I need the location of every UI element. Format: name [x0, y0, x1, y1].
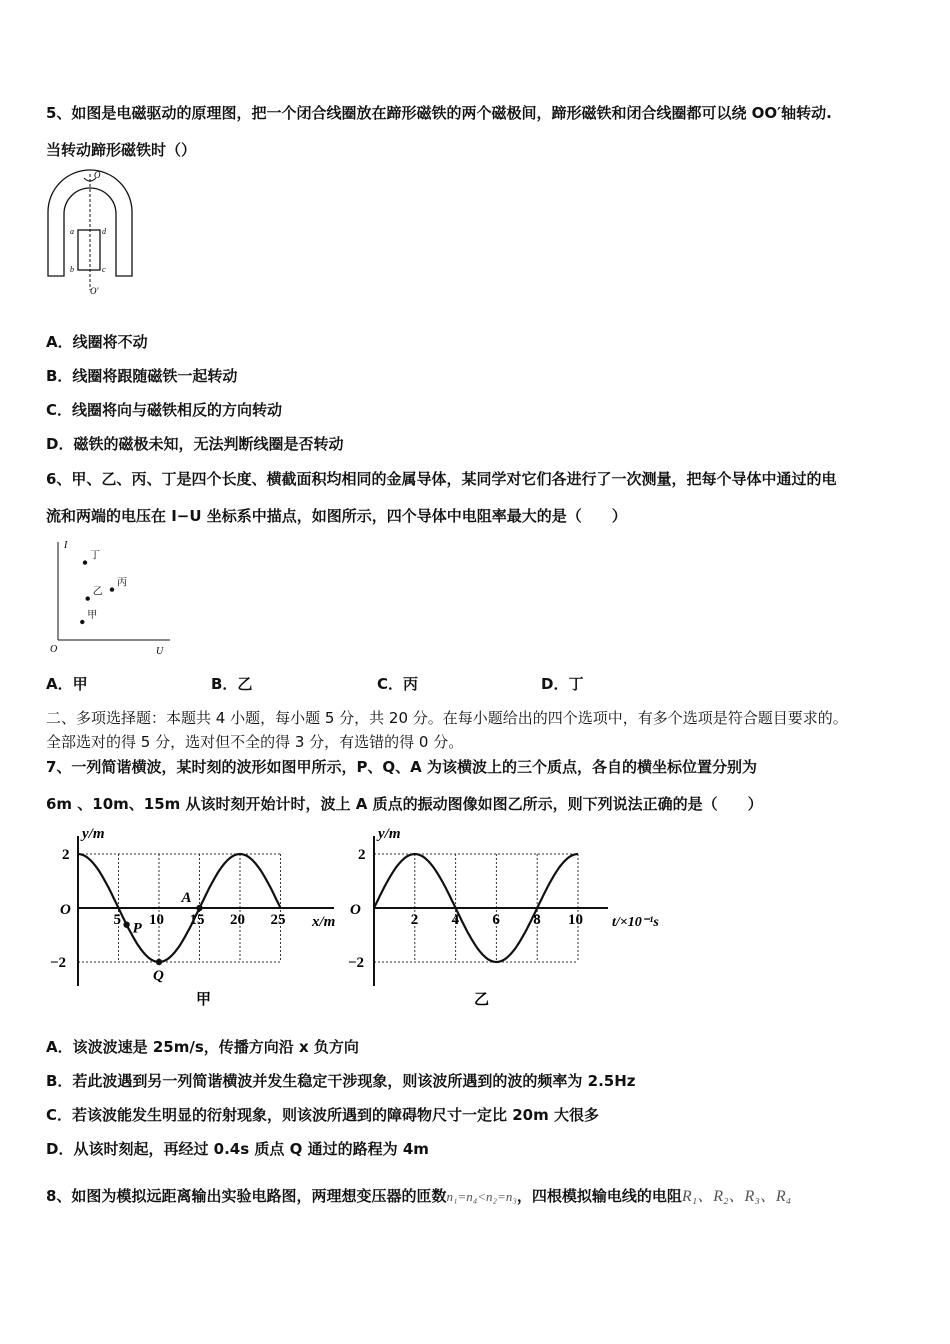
axis-label-i: I — [64, 540, 68, 551]
q6-option-b: B．乙 — [211, 675, 253, 693]
fig-a-point-Q — [156, 959, 162, 965]
horseshoe-magnet-figure — [40, 168, 140, 300]
iu-point-4 — [80, 620, 84, 624]
label-o: O — [94, 170, 101, 180]
label-c: c — [102, 265, 106, 274]
vibration-graph-yi — [346, 826, 696, 1012]
fig-a-point-A — [196, 905, 202, 911]
label-b: b — [70, 265, 74, 274]
section2-line1: 二、多项选择题：本题共 4 小题，每小题 5 分，共 20 分。在每小题给出的四个选项中，有多个选项是符合题目要求的。 — [46, 709, 848, 727]
origin-label: O — [50, 644, 58, 655]
fig-a-xtick-5: 25 — [270, 912, 286, 928]
fig-b-y-label: y/m — [378, 826, 401, 842]
fig-a-origin: O — [60, 902, 71, 918]
fig-a-xtick-1: 5 — [113, 912, 121, 928]
fig-b-ytick-top: 2 — [358, 847, 366, 863]
q7-stem-line1: 7、一列简谐横波，某时刻的波形如图甲所示，P、Q、A 为该横波上的三个质点，各自的横坐标位置分别为 — [46, 758, 758, 776]
q7-option-d: D．从该时刻起，再经过 0.4s 质点 Q 通过的路程为 4m — [46, 1140, 429, 1158]
fig-a-xtick-2: 10 — [149, 912, 164, 928]
iu-point-1 — [83, 560, 87, 564]
q8-stem — [46, 1186, 791, 1207]
fig-b-x-label: t/×10⁻¹s — [612, 915, 659, 930]
q6-stem-line2: 流和两端的电压在 I−U 坐标系中描点，如图所示，四个导体中电阻率最大的是（ ） — [46, 507, 627, 525]
i-u-graph — [44, 536, 184, 660]
q5-option-d: D．磁铁的磁极未知，无法判断线圈是否转动 — [46, 435, 344, 453]
iu-point-3 — [86, 596, 90, 600]
q8-turns-formula: n₁=n₄<n₂=n₃ — [446, 1189, 517, 1204]
q6-stem-line1: 6、甲、乙、丙、丁是四个长度、横截面积均相同的金属导体，某同学对它们各进行了一次测量，把每个导体中通过的电 — [46, 470, 837, 488]
fig-a-caption: 甲 — [196, 990, 212, 1008]
fig-b-xtick-2: 4 — [451, 912, 460, 928]
axis-label-u: U — [156, 646, 164, 657]
q5-stem-line2: 当转动蹄形磁铁时（） — [46, 141, 197, 159]
q7-option-b: B．若此波遇到另一列简谐横波并发生稳定干涉现象，则该波所遇到的波的频率为 2.5Hz — [46, 1072, 636, 1090]
label-a: a — [70, 227, 74, 236]
q7-stem-line2: 6m 、10m、15m 从该时刻开始计时，波上 A 质点的振动图像如图乙所示，则下列说法正确的是（ ） — [46, 795, 763, 813]
fig-a-ytick-top: 2 — [62, 847, 70, 863]
fig-a-point-label-P: P — [132, 920, 142, 937]
q6-option-c: C．丙 — [377, 675, 419, 693]
q7-option-c: C．若该波能发生明显的衍射现象，则该波所遇到的障碍物尺寸一定比 20m 大很多 — [46, 1106, 599, 1124]
fig-b-ytick-bottom: −2 — [348, 955, 365, 971]
q8-text: 8、如图为模拟远距离输出实验电路图，两理想变压器的匝数 — [46, 1187, 447, 1205]
fig-a-point-label-A: A — [181, 890, 192, 906]
iu-point-label-3: 乙 — [92, 586, 103, 598]
fig-a-xtick-3: 15 — [189, 912, 205, 928]
fig-a-x-label: x/m — [312, 914, 336, 930]
q5-option-c: C．线圈将向与磁铁相反的方向转动 — [46, 401, 283, 419]
iu-point-label-4: 甲 — [87, 610, 98, 621]
iu-point-2 — [110, 587, 114, 591]
fig-b-xtick-5: 10 — [568, 912, 583, 928]
q8-text2: ，四根模拟输电线的电阻 — [516, 1187, 682, 1205]
q5-option-b: B．线圈将跟随磁铁一起转动 — [46, 367, 238, 385]
wave-graph-jia — [44, 826, 349, 1012]
q5-stem-line1: 5、如图是电磁驱动的原理图，把一个闭合线圈放在蹄形磁铁的两个磁极间，蹄形磁铁和闭合线圈都可以绕 OO′轴转动. — [46, 104, 832, 122]
iu-point-label-2: 丙 — [117, 577, 127, 589]
section2-line2: 全部选对的得 5 分，选对但不全的得 3 分，有选错的得 0 分。 — [46, 733, 464, 751]
fig-b-caption: 乙 — [474, 990, 490, 1008]
q6-option-d: D．丁 — [541, 675, 584, 693]
label-o-prime: O′ — [90, 286, 99, 296]
fig-a-point-label-Q: Q — [153, 968, 164, 984]
fig-a-point-P — [123, 921, 129, 927]
q8-resistors: R₁、R₂、R₃、R₄ — [681, 1188, 792, 1205]
fig-a-xtick-4: 20 — [230, 912, 245, 928]
q7-option-a: A．该波波速是 25m/s，传播方向沿 x 负方向 — [46, 1038, 359, 1056]
label-d: d — [102, 227, 106, 236]
iu-point-label-1: 丁 — [90, 550, 100, 562]
q6-option-a: A．甲 — [46, 675, 88, 693]
fig-a-y-label: y/m — [82, 826, 105, 842]
fig-a-ytick-bottom: −2 — [50, 955, 67, 971]
fig-b-origin: O — [350, 902, 361, 918]
fig-b-xtick-1: 2 — [410, 912, 419, 928]
q5-option-a: A．线圈将不动 — [46, 333, 148, 351]
fig-b-xtick-4: 8 — [533, 912, 541, 928]
fig-b-xtick-3: 6 — [492, 912, 500, 928]
